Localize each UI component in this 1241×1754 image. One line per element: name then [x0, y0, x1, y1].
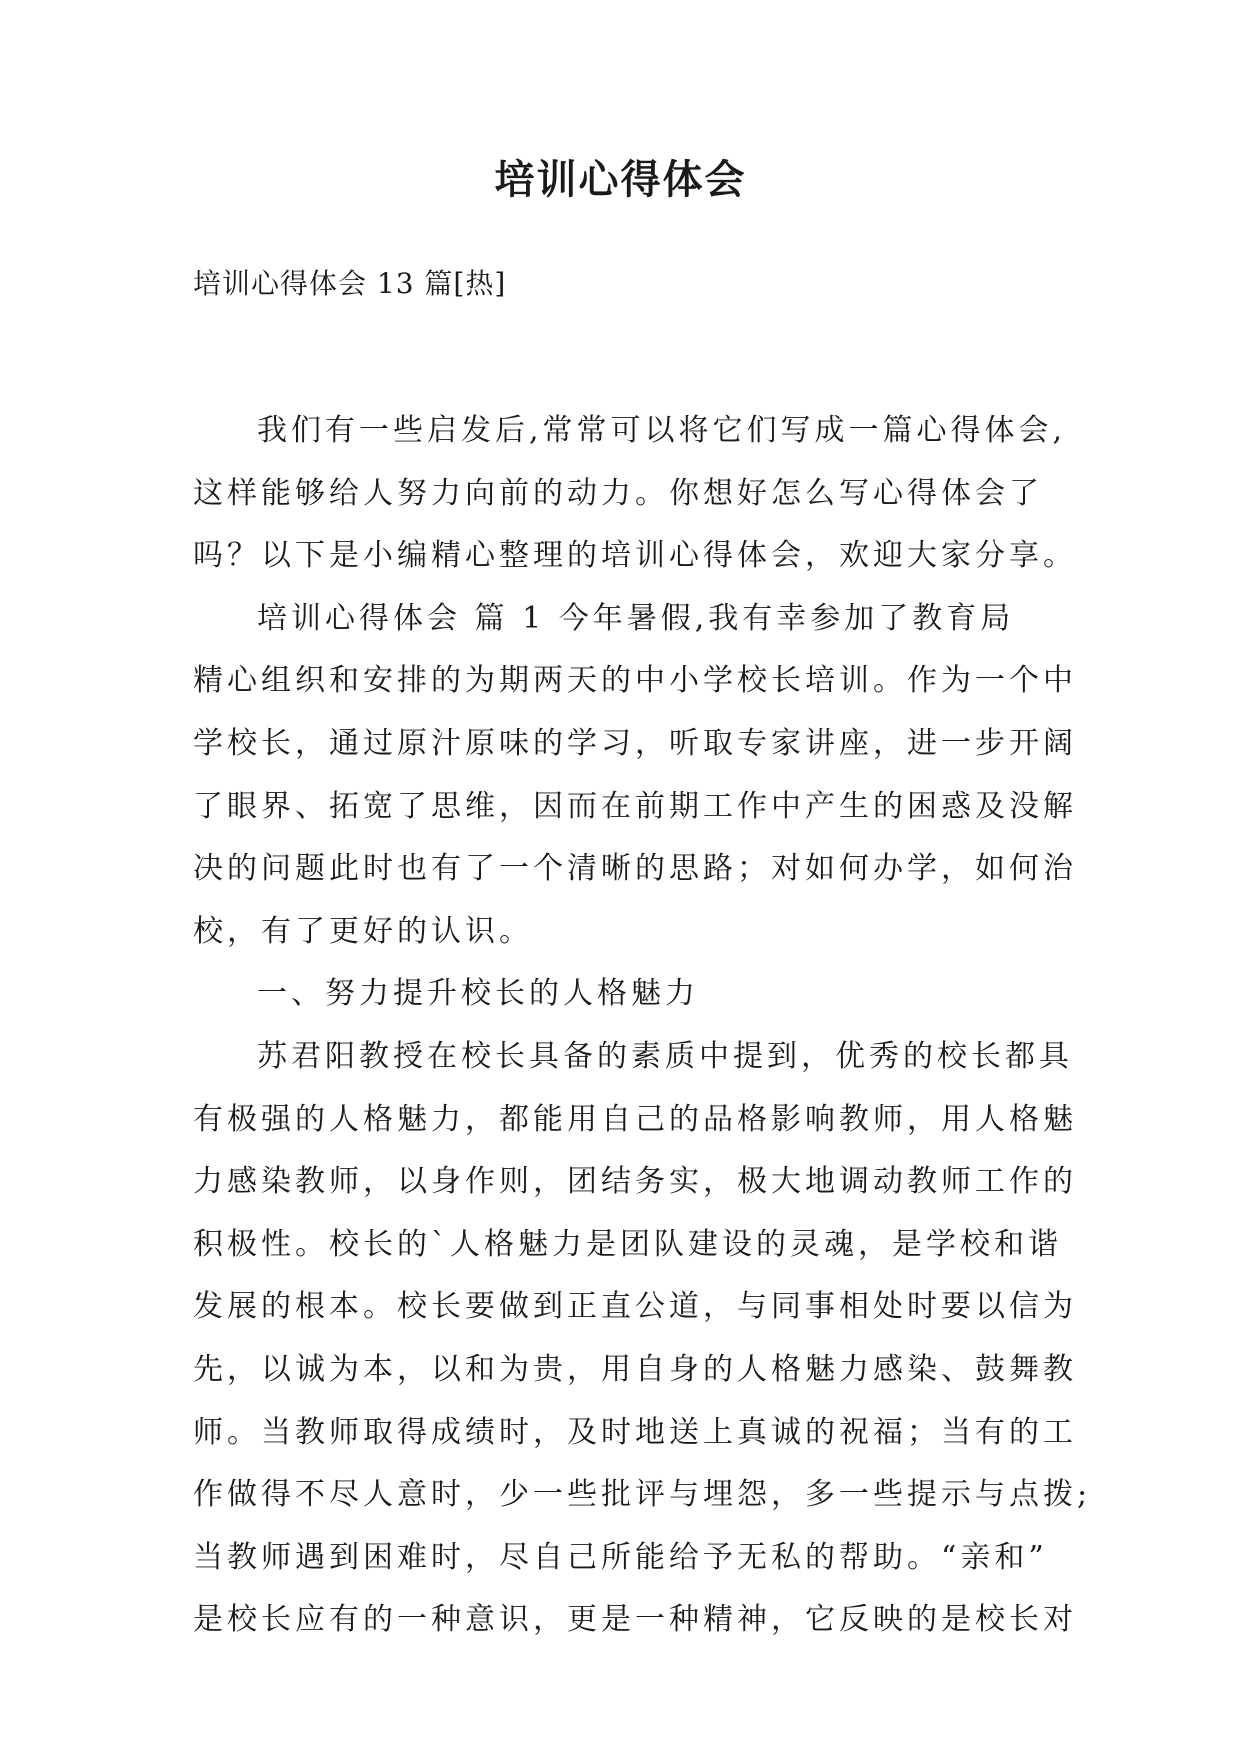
body-line: 力感染教师，以身作则，团结务实，极大地调动教师工作的: [193, 1164, 1077, 1200]
body-line: 先，以诚为本，以和为贵，用自身的人格魅力感染、鼓舞教: [193, 1351, 1077, 1387]
body-line: 是校长应有的一种意识，更是一种精神，它反映的是校长对: [193, 1602, 1077, 1638]
body-line: 培训心得体会 篇 1 今年暑假,我有幸参加了教育局: [257, 600, 1015, 636]
body-line: 当教师遇到困难时，尽自己所能给予无私的帮助。“亲和”: [193, 1539, 1048, 1575]
document-title: 培训心得体会: [494, 156, 747, 203]
body-line: 精心组织和安排的为期两天的中小学校长培训。作为一个中: [193, 663, 1077, 699]
body-line: 作做得不尽人意时，少一些批评与埋怨，多一些提示与点拨;: [193, 1477, 1092, 1513]
body-line: 这样能够给人努力向前的动力。你想好怎么写心得体会了: [193, 475, 1043, 511]
body-line: 苏君阳教授在校长具备的素质中提到，优秀的校长都具: [257, 1038, 1073, 1074]
body-line: 一、努力提升校长的人格魅力: [257, 976, 699, 1012]
body-line: 校，有了更好的认识。: [193, 913, 533, 949]
body-line: 师。当教师取得成绩时，及时地送上真诚的祝福；当有的工: [193, 1414, 1077, 1450]
body-line: 积极性。校长的`人格魅力是团队建设的灵魂，是学校和谐: [193, 1226, 1062, 1262]
body-line: 了眼界、拓宽了思维，因而在前期工作中产生的困惑及没解: [193, 788, 1077, 824]
body-line: 有极强的人格魅力，都能用自己的品格影响教师，用人格魅: [193, 1101, 1077, 1137]
body-line: 决的问题此时也有了一个清晰的思路；对如何办学，如何治: [193, 851, 1077, 887]
body-line: 我们有一些启发后,常常可以将它们写成一篇心得体会,: [257, 413, 1067, 448]
body-line: 发展的根本。校长要做到正直公道，与同事相处时要以信为: [193, 1289, 1077, 1325]
document-subtitle: 培训心得体会 13 篇[热]: [193, 267, 507, 300]
body-line: 学校长，通过原汁原味的学习，听取专家讲座，进一步开阔: [193, 725, 1077, 761]
document-body: [193, 400, 1092, 1652]
body-line: 吗？以下是小编精心整理的培训心得体会，欢迎大家分享。: [193, 538, 1077, 574]
